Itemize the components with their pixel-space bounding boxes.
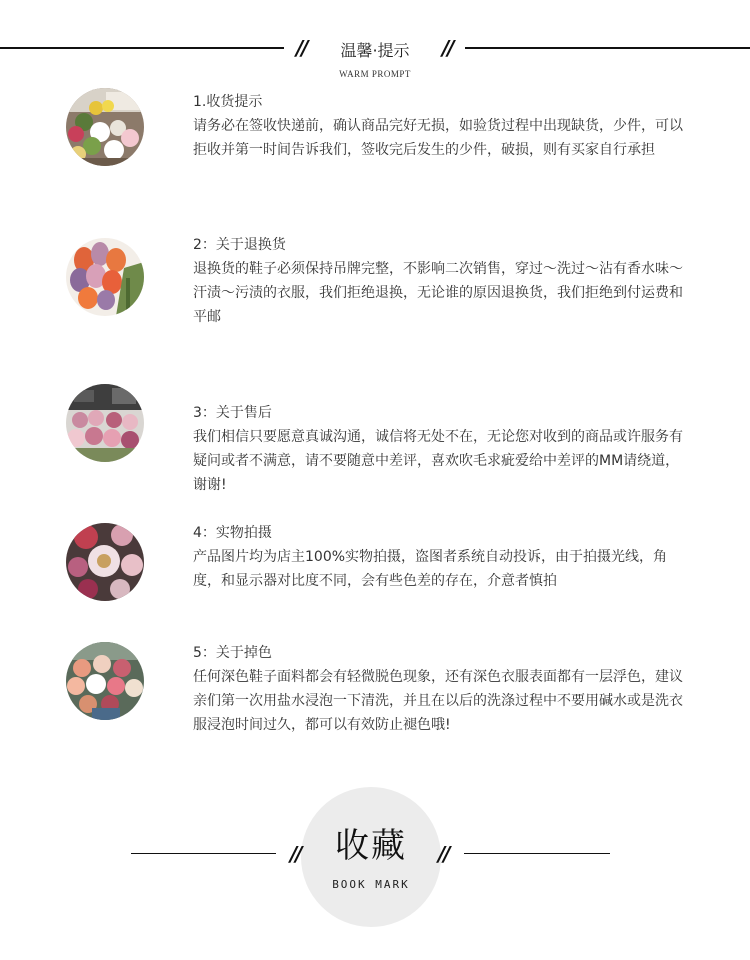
notice-title: 5：关于掉色 bbox=[193, 645, 272, 661]
bouquet-photo bbox=[66, 642, 144, 720]
page-subtitle: WARM PROMPT bbox=[339, 69, 411, 79]
page-title: 温馨·提示 bbox=[340, 41, 410, 60]
bookmark-slash-left: // bbox=[290, 842, 301, 866]
roses-photo bbox=[66, 384, 144, 462]
notice-body: 任何深色鞋子面料都会有轻微脱色现象，还有深色衣服表面都有一层浮色，建议亲们第一次用盐水浸泡一下清洗，并且在以后的洗涤过程中不要用碱水或是洗衣服浸泡时间过久，都可以有效防止褪色哦! bbox=[193, 669, 683, 733]
dahlias-photo bbox=[66, 523, 144, 601]
notice-body: 请务必在签收快递前，确认商品完好无损，如验货过程中出现缺货，少件，可以拒收并第一时间告诉我们，签收完后发生的少件，破损，则有买家自行承担 bbox=[193, 118, 683, 158]
notice-body: 我们相信只要愿意真诚沟通，诚信将无处不在，无论您对收到的商品或许服务有疑问或者不满意，请不要随意中差评，喜欢吹毛求疵爱给中差评的MM请绕道，谢谢! bbox=[193, 429, 683, 493]
bookmark-title[interactable]: 收藏 bbox=[335, 826, 407, 866]
notice-title: 4：实物拍摄 bbox=[193, 525, 272, 541]
notice-body: 退换货的鞋子必须保持吊牌完整，不影响二次销售，穿过～洗过～沾有香水味～汗渍～污渍的衣服，我们拒绝退换，无论谁的原因退换货，我们拒绝到付运费和平邮 bbox=[193, 261, 683, 325]
notice-body: 产品图片均为店主100%实物拍摄，盗图者系统自动投诉，由于拍摄光线，角度，和显示器对比度不同，会有些色差的存在，介意者慎拍 bbox=[193, 549, 668, 589]
notice-title: 2：关于退换货 bbox=[193, 237, 286, 253]
header-divider-right bbox=[465, 47, 750, 49]
notice-title: 1.收货提示 bbox=[193, 94, 263, 110]
header-slash-left: // bbox=[296, 36, 307, 60]
header-slash-right: // bbox=[442, 36, 453, 60]
flower-market-photo bbox=[66, 88, 144, 166]
bookmark-subtitle: BOOK MARK bbox=[332, 878, 410, 891]
bookmark-divider-right bbox=[464, 853, 610, 854]
notice-title: 3：关于售后 bbox=[193, 405, 272, 421]
tulips-photo bbox=[66, 238, 144, 316]
bookmark-divider-left bbox=[131, 853, 276, 854]
bookmark-slash-right: // bbox=[438, 842, 449, 866]
